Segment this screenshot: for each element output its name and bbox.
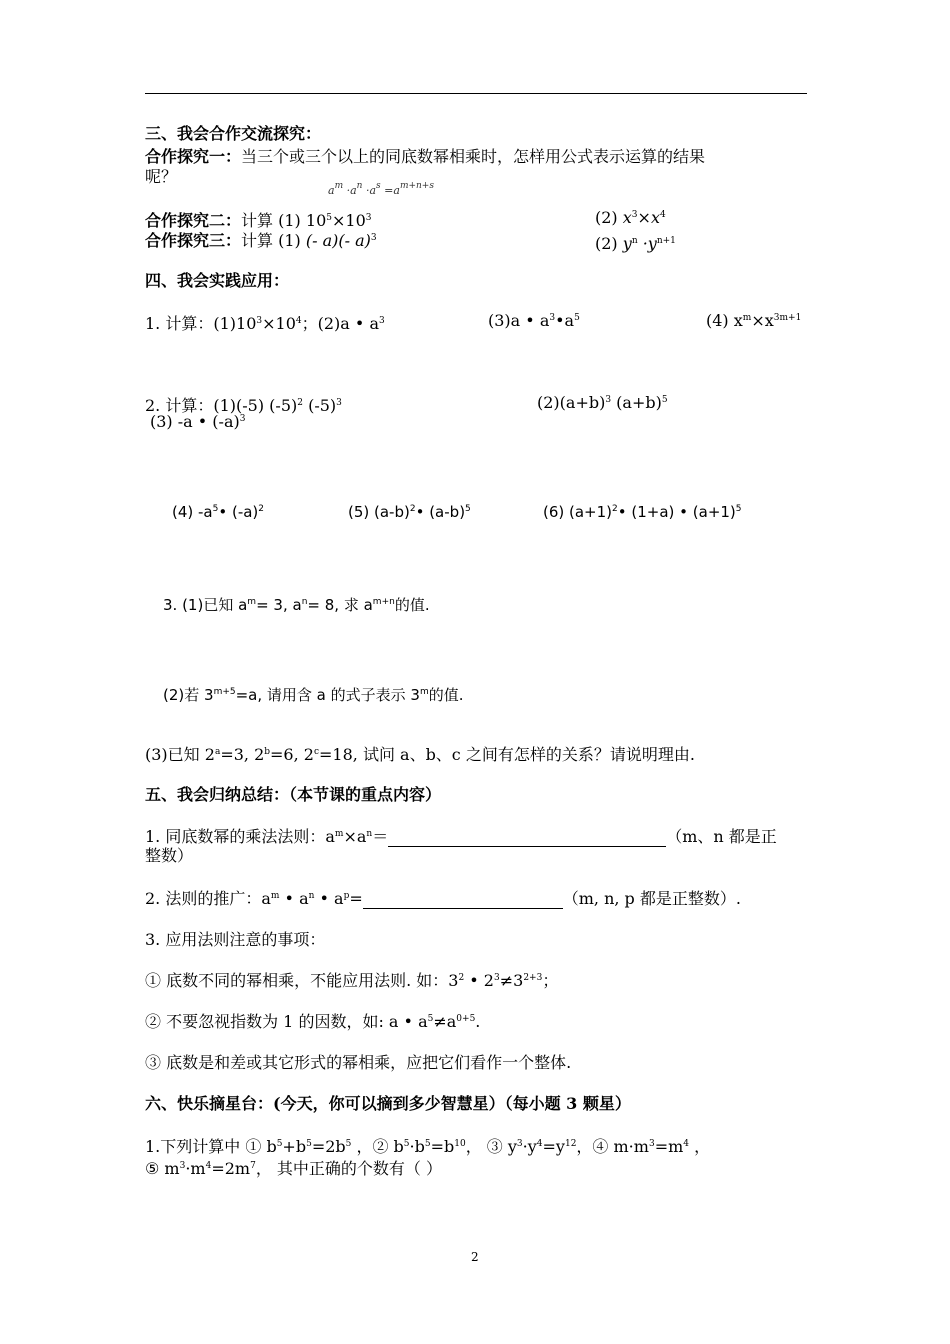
q2-part-f: (6) $(a+1)^2•$ (1+a) • $(a+1)^5$	[543, 503, 742, 521]
coop-2-part2: (2) $x^3\times x^4$	[595, 208, 666, 227]
coop-3: 合作探究三：计算 (1) (- a)(- a)$^3$	[145, 231, 377, 250]
q2-part-c: (3) -a • $(-a)^3$	[150, 412, 246, 431]
q1-part-a: 1. 计算：$(1)10^3\times 10^4$；(2)a • $a^3$	[145, 314, 385, 333]
coop-3-part2: (2) $y^n \cdot y^{n+1}$	[595, 234, 676, 253]
rule-2-blank	[363, 894, 563, 909]
q2-part-b: $(2)(a+b)^3$ $(a+b)^5$	[537, 393, 668, 412]
header-rule	[145, 93, 807, 94]
coop-1-label: 合作探究一：	[145, 147, 242, 166]
formula: $a^m \cdot a^n \cdot a^s =a^{m+n+s}$	[328, 181, 434, 197]
q3-part-1: 3. (1)已知 $a^m= 3$, $a^n= 8$, 求 $a^{m+n}$的值.	[163, 596, 430, 614]
section-6-heading: 六、快乐摘星台：(今天，你可以摘到多少智慧星）（每小题 3 颗星）	[145, 1094, 631, 1113]
rule-1-cont: 整数）	[145, 846, 194, 865]
s6-q1-line2: ⑤ $m^3\cdot m^4=2m^7$， 其中正确的个数有（ ）	[145, 1159, 443, 1178]
q2-part-a: 2. 计算：(1)(-5) $(-5)^2$ $(-5)^3$	[145, 396, 342, 415]
q3-part-2: (2)若 $3^{m+5}=a$, 请用含 a 的式子表示 3$^m$的值.	[163, 686, 464, 704]
rule-2: 2. 法则的推广：$a^m$ • $a^n$ • $a^p= (m$, n, p 都是正整数）.	[145, 889, 741, 908]
coop-1-cont: 呢？	[145, 167, 178, 186]
section-5-heading: 五、我会归纳总结：（本节课的重点内容）	[145, 785, 442, 804]
rule-1: 1. 同底数幂的乘法法则：$a^m\times a^n= (m$、n 都是正	[145, 827, 777, 846]
page-number: 2	[471, 1250, 479, 1264]
rule-1-blank	[388, 832, 666, 847]
section-4-heading: 四、我会实践应用：	[145, 271, 290, 290]
note-1: ① 底数不同的幂相乘，不能应用法则. 如：$3^2$ • $2^3\ne 3^{2+3}$；	[145, 971, 559, 990]
q1-part-c: (4) $x^m\times x^{3m+1}$	[706, 311, 802, 330]
s6-q1-line1: 1.下列计算中 ① $b^5+b^5=2b^5$ ，② $b^5\cdot b^5=b^{10}$， ③ $y^3\cdot y^4=y^{12}$，④ $m\cdot m^3=m^4$ ，	[145, 1137, 711, 1156]
coop-1-text: 当三个或三个以上的同底数幂相乘时，怎样用公式表示运算的结果	[241, 147, 706, 166]
q1-part-b: (3)a • $a^3•a^5$	[488, 311, 580, 330]
rule-3: 3. 应用法则注意的事项：	[145, 930, 326, 949]
note-3: ③ 底数是和差或其它形式的幂相乘，应把它们看作一个整体.	[145, 1053, 572, 1072]
note-2: ② 不要忽视指数为 1 的因数，如: a • $a^5\ne a^{0+5}$.	[145, 1012, 481, 1031]
q3-part-3: (3)已知 $2^a=3$, $2^b=6$, $2^c=18$, 试问 a、b、c 之间有怎样的关系？请说明理由.	[145, 745, 695, 764]
q2-part-d: (4) $-a^5•$ $(-a)^2$	[172, 503, 265, 521]
coop-1	[145, 144, 705, 167]
coop-2: 合作探究二：计算 (1) $10^5\times 10^3$	[145, 211, 372, 230]
section-3-heading: 三、我会合作交流探究：	[145, 124, 322, 143]
q2-part-e: (5) $(a-b)^2•$ $(a-b)^5$	[348, 503, 471, 521]
